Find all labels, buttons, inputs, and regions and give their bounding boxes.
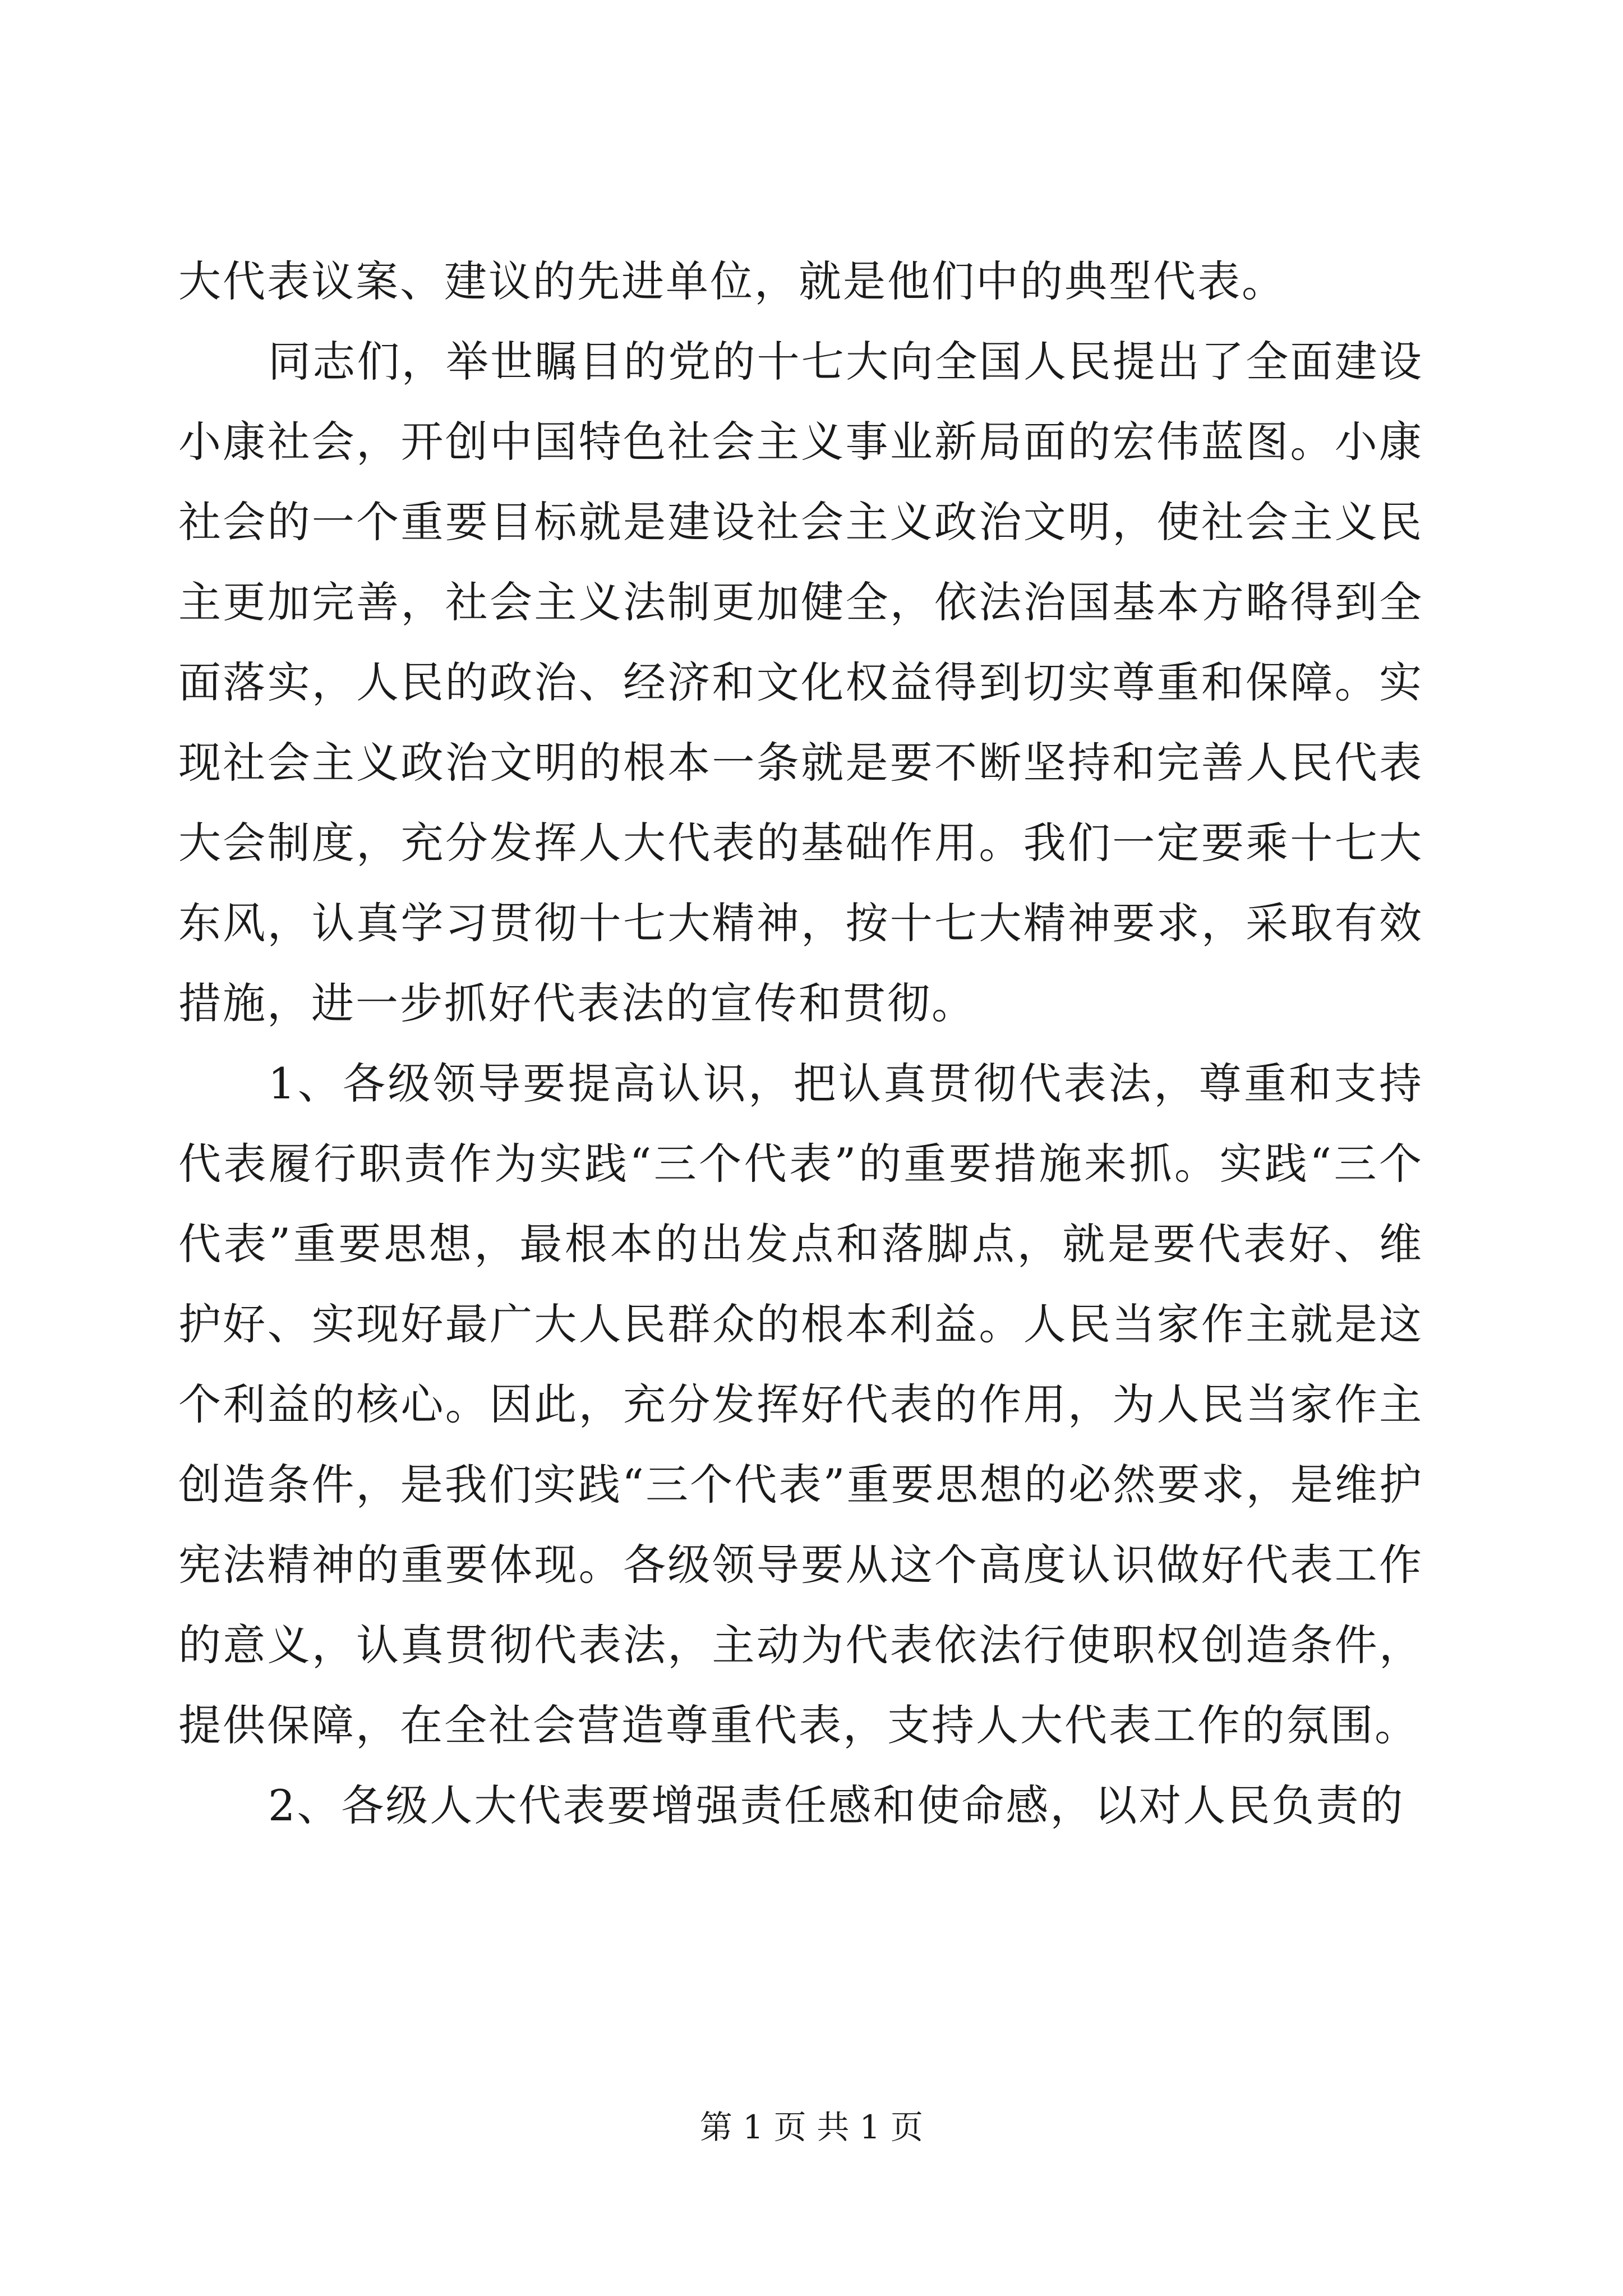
paragraph-4: 2、各级人大代表要增强责任感和使命感，以对人民负责的 bbox=[268, 1780, 1405, 1830]
paragraph-1: 大代表议案、建议的先进单位，就是他们中的典型代表。 bbox=[178, 256, 1286, 306]
page-footer: 第 1 页 共 1 页 bbox=[700, 2108, 923, 2146]
paragraph-2: 同志们，举世瞩目的党的十七大向全国人民提出了全面建设小康社会，开创中国特色社会主义事业新局面的宏伟蓝图。小康社会的一个重要目标就是建设社会主义政治文明，使社会主义民主更加完善，社会主义法制更加健全，依法治国基本方略得到全面落实，人民的政治、经济和文化权益得到切实尊重和保障。实现社会主义政治文明的根本一条就是要不断坚持和完善人民代表大会制度，充分发挥人大代表的基础作用。我们一定要乘十七大东风，认真学习贯彻十七大精神，按十七大精神要求，采取有效措施，进一步抓好代表法的宣传和贯彻。 bbox=[178, 337, 1423, 1028]
paragraph-3: 1、各级领导要提高认识，把认真贯彻代表法，尊重和支持代表履行职责作为实践“三个代表”的重要措施来抓。实践“三个代表”重要思想，最根本的出发点和落脚点，就是要代表好、维护好、实现好最广大人民群众的根本利益。人民当家作主就是这个利益的核心。因此，充分发挥好代表的作用，为人民当家作主创造条件，是我们实践“三个代表”重要思想的必然要求，是维护宪法精神的重要体现。各级领导要从这个高度认识做好代表工作的意义，认真贯彻代表法，主动为代表依法行使职权创造条件，提供保障，在全社会营造尊重代表，支持人大代表工作的氛围。 bbox=[178, 1059, 1423, 1750]
document-body bbox=[178, 241, 1423, 1846]
